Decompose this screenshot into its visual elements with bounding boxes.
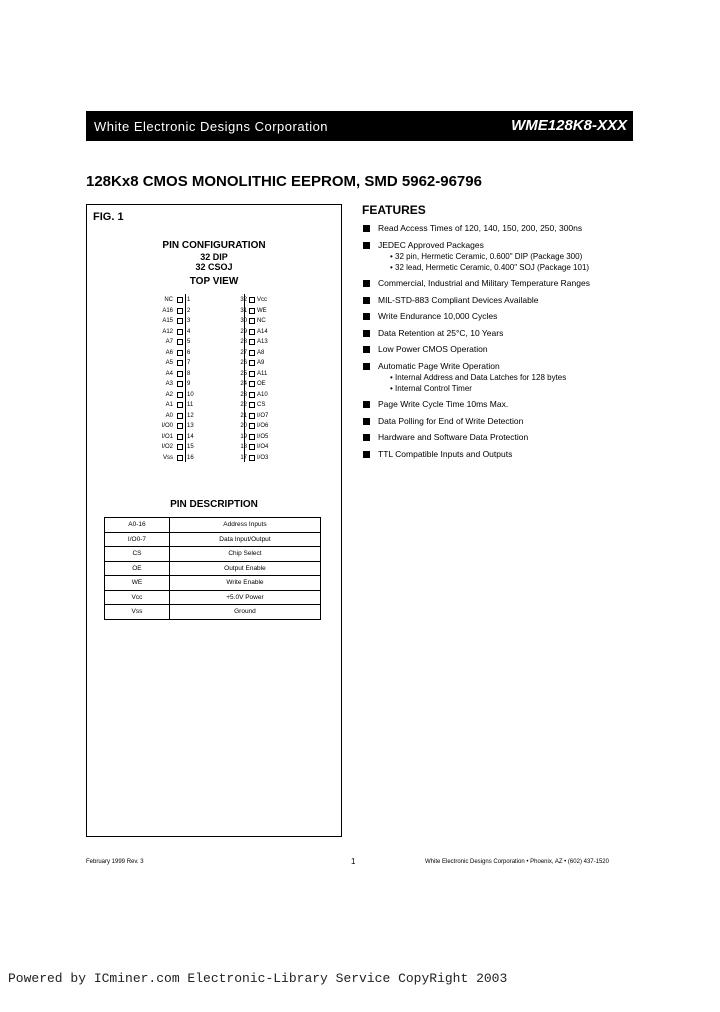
- pin-right-pad: [249, 413, 255, 419]
- table-row: [105, 590, 321, 605]
- pin-config-title: PIN CONFIGURATION: [162, 240, 266, 251]
- square-bullet-icon: [363, 434, 370, 441]
- pin-right-pad: [249, 434, 255, 440]
- pin-right-number: 24: [240, 381, 247, 387]
- pin-left-number: 7: [187, 360, 191, 366]
- pin-right-number: 21: [240, 412, 247, 419]
- pin-left-pad: [177, 360, 183, 366]
- pin-right-pad: [249, 308, 255, 314]
- pin-right-pad: [249, 381, 255, 387]
- pin-right-name: A11: [257, 370, 268, 377]
- pin-right-pad: [249, 455, 255, 461]
- pin-right-pad: [249, 350, 255, 356]
- table-row: [105, 605, 321, 620]
- feature-item: [362, 361, 662, 394]
- pin-left-number: 14: [187, 433, 194, 440]
- feature-text: Data Polling for End of Write Detection: [378, 415, 524, 426]
- features-title: FEATURES: [362, 203, 426, 217]
- pin-left-name: A15: [162, 318, 173, 324]
- pin-right-name: A8: [257, 349, 265, 356]
- pin-right-pad: [249, 392, 255, 398]
- pin-left-pad: [177, 402, 183, 408]
- square-bullet-icon: [363, 451, 370, 458]
- pin-row: [87, 390, 341, 401]
- pin-name-cell: I/O0-7: [105, 532, 170, 547]
- table-row: [105, 561, 321, 576]
- feature-text: Low Power CMOS Operation: [378, 344, 488, 354]
- pin-desc-cell: Data Input/Output: [169, 532, 320, 547]
- pin-row: [87, 369, 341, 380]
- pin-row: [87, 411, 341, 422]
- pin-left-pad: [177, 413, 183, 419]
- figure-label: FIG. 1: [93, 211, 124, 223]
- pin-row: [87, 432, 341, 443]
- company-name: White Electronic Designs Corporation: [94, 119, 329, 134]
- pin-description-title: PIN DESCRIPTION: [170, 499, 258, 510]
- feature-item: [362, 399, 662, 410]
- feature-text: Automatic Page Write Operation: [378, 360, 500, 371]
- pin-row: [87, 348, 341, 359]
- pin-left-name: I/O0: [161, 423, 173, 429]
- feature-list: [362, 223, 662, 465]
- pin-left-name: A1: [165, 402, 173, 408]
- pin-right-name: NC: [257, 318, 266, 324]
- pin-right-name: I/O3: [257, 454, 269, 461]
- square-bullet-icon: [363, 346, 370, 353]
- feature-subitem: • Internal Address and Data Latches for 128 bytes: [390, 372, 567, 382]
- pin-left-name: NC: [164, 297, 173, 303]
- feature-item: [362, 295, 662, 306]
- feature-item: [362, 328, 662, 339]
- pin-right-pad: [249, 444, 255, 450]
- pin-right-pad: [249, 360, 255, 366]
- pin-right-pad: [249, 318, 255, 324]
- pin-right-number: 20: [240, 423, 247, 429]
- footer-contact: White Electronic Designs Corporation • Phoenix, AZ • (602) 437-1520: [425, 859, 609, 865]
- top-view-label: TOP VIEW: [189, 276, 239, 287]
- table-row: [105, 532, 321, 547]
- table-row: [105, 547, 321, 562]
- pin-row: [87, 295, 341, 306]
- pin-right-number: 26: [240, 360, 247, 366]
- square-bullet-icon: [363, 313, 370, 320]
- square-bullet-icon: [363, 280, 370, 287]
- pin-left-name: A4: [165, 370, 173, 377]
- pin-left-number: 9: [187, 381, 191, 387]
- pin-right-name: A13: [257, 339, 268, 345]
- footer-page-number: 1: [351, 857, 356, 866]
- pin-desc-cell: Output Enable: [169, 561, 320, 576]
- pin-left-name: A5: [165, 360, 173, 366]
- pin-right-pad: [249, 297, 255, 303]
- pin-right-number: 28: [240, 339, 247, 345]
- pin-desc-cell: Chip Select: [169, 547, 320, 562]
- watermark-text: Powered by ICminer.com Electronic-Library Service CopyRight 2003: [8, 971, 508, 986]
- pin-right-name: I/O4: [257, 444, 269, 450]
- square-bullet-icon: [363, 363, 370, 370]
- pin-left-number: 8: [187, 370, 191, 377]
- pin-right-name: WE: [257, 307, 267, 314]
- pin-right-name: Vcc: [257, 297, 268, 303]
- pin-left-pad: [177, 318, 183, 324]
- feature-subitem: • Internal Control Timer: [390, 383, 472, 393]
- pin-left-pad: [177, 381, 183, 387]
- pin-diagram: [87, 295, 341, 465]
- feature-item: [362, 223, 662, 234]
- feature-item: [362, 311, 662, 322]
- pin-row: [87, 379, 341, 390]
- feature-text: Hardware and Software Data Protection: [378, 432, 529, 442]
- footer-date-rev: February 1999 Rev. 3: [86, 859, 144, 865]
- pin-left-number: 15: [187, 444, 194, 450]
- feature-text: JEDEC Approved Packages: [378, 239, 484, 250]
- square-bullet-icon: [363, 225, 370, 232]
- pin-right-name: I/O5: [257, 433, 269, 440]
- pin-left-number: 5: [187, 339, 191, 345]
- pin-left-number: 1: [187, 297, 191, 303]
- feature-text: Page Write Cycle Time 10ms Max.: [378, 399, 509, 409]
- pin-row: [87, 400, 341, 411]
- pin-left-pad: [177, 434, 183, 440]
- pin-desc-cell: +5.0V Power: [169, 590, 320, 605]
- pin-left-name: A2: [165, 391, 173, 398]
- pin-left-pad: [177, 339, 183, 345]
- pin-left-name: A12: [162, 328, 173, 335]
- pin-right-number: 31: [240, 307, 247, 314]
- pin-right-pad: [249, 371, 255, 377]
- pin-name-cell: OE: [105, 561, 170, 576]
- feature-item: [362, 416, 662, 427]
- part-number: WME128K8-XXX: [511, 117, 627, 134]
- pin-name-cell: Vss: [105, 605, 170, 620]
- pin-row: [87, 327, 341, 338]
- feature-text: TTL Compatible Inputs and Outputs: [378, 448, 513, 459]
- pin-left-number: 16: [187, 454, 194, 461]
- pin-description-table: [104, 517, 321, 620]
- package-csoj: 32 CSOJ: [195, 262, 233, 272]
- pin-row: [87, 316, 341, 327]
- pin-right-number: 17: [240, 454, 247, 461]
- pin-right-number: 27: [240, 349, 247, 356]
- pin-left-number: 11: [187, 402, 194, 408]
- pin-right-number: 23: [240, 391, 247, 398]
- pin-left-number: 10: [187, 391, 194, 398]
- square-bullet-icon: [363, 242, 370, 249]
- pin-right-name: CS: [257, 402, 266, 408]
- square-bullet-icon: [363, 297, 370, 304]
- pin-left-pad: [177, 297, 183, 303]
- feature-item: [362, 449, 662, 460]
- pin-right-pad: [249, 402, 255, 408]
- pin-right-pad: [249, 339, 255, 345]
- pin-desc-cell: Ground: [169, 605, 320, 620]
- header-bar: [86, 111, 633, 141]
- pin-left-name: A3: [165, 381, 173, 387]
- pin-name-cell: A0-16: [105, 518, 170, 533]
- package-dip: 32 DIP: [200, 252, 228, 262]
- feature-text: Commercial, Industrial and Military Temperature Ranges: [378, 278, 590, 288]
- feature-item: [362, 432, 662, 443]
- feature-subitem: • 32 lead, Hermetic Ceramic, 0.400" SOJ (Package 101): [390, 262, 590, 272]
- pin-left-pad: [177, 350, 183, 356]
- pin-row: [87, 421, 341, 432]
- pin-left-pad: [177, 392, 183, 398]
- feature-text: Read Access Times of 120, 140, 150, 200, 250, 300ns: [378, 223, 583, 233]
- pin-right-name: A14: [257, 328, 268, 335]
- pin-right-number: 29: [240, 328, 247, 335]
- table-row: [105, 576, 321, 591]
- pin-name-cell: Vcc: [105, 590, 170, 605]
- pin-left-name: Vss: [162, 454, 173, 461]
- pin-left-pad: [177, 329, 183, 335]
- pin-right-name: A10: [257, 391, 268, 398]
- pin-right-pad: [249, 423, 255, 429]
- pin-right-name: A9: [257, 360, 265, 366]
- pin-row: [87, 337, 341, 348]
- pin-right-number: 32: [240, 297, 247, 303]
- pin-row: [87, 306, 341, 317]
- pin-left-name: I/O1: [161, 433, 173, 440]
- pin-left-name: A7: [165, 339, 173, 345]
- pin-left-pad: [177, 455, 183, 461]
- square-bullet-icon: [363, 330, 370, 337]
- pin-row: [87, 442, 341, 453]
- pin-right-name: I/O7: [257, 412, 269, 419]
- pin-right-number: 22: [240, 402, 247, 408]
- feature-text: Data Retention at 25°C, 10 Years: [378, 327, 504, 338]
- pin-right-name: OE: [257, 381, 266, 387]
- pin-row: [87, 453, 341, 464]
- pin-desc-cell: Write Enable: [169, 576, 320, 591]
- feature-text: MIL-STD-883 Compliant Devices Available: [378, 294, 539, 305]
- pin-left-number: 6: [187, 349, 191, 356]
- document-title: 128Kx8 CMOS MONOLITHIC EEPROM, SMD 5962-96796: [86, 173, 482, 190]
- pin-name-cell: WE: [105, 576, 170, 591]
- pin-left-pad: [177, 423, 183, 429]
- feature-item: [362, 278, 662, 289]
- pin-right-pad: [249, 329, 255, 335]
- feature-subitem: • 32 pin, Hermetic Ceramic, 0.600" DIP (Package 300): [390, 251, 583, 261]
- pin-right-number: 25: [240, 370, 247, 377]
- pin-left-name: A0: [165, 412, 173, 419]
- pin-row: [87, 358, 341, 369]
- pin-right-name: I/O6: [257, 423, 269, 429]
- pin-left-name: A6: [165, 349, 173, 356]
- pin-left-number: 4: [187, 328, 191, 335]
- pin-right-number: 30: [240, 318, 247, 324]
- pin-left-pad: [177, 444, 183, 450]
- pin-left-number: 12: [187, 412, 194, 419]
- feature-text: Write Endurance 10,000 Cycles: [378, 311, 498, 321]
- pin-left-pad: [177, 371, 183, 377]
- pin-left-number: 2: [187, 307, 191, 314]
- pin-left-number: 13: [187, 423, 194, 429]
- pin-right-number: 18: [240, 444, 247, 450]
- table-row: [105, 518, 321, 533]
- pin-left-name: A16: [162, 307, 173, 314]
- feature-item: [362, 344, 662, 355]
- pin-left-number: 3: [187, 318, 191, 324]
- square-bullet-icon: [363, 401, 370, 408]
- pin-desc-cell: Address Inputs: [169, 518, 320, 533]
- pin-right-number: 19: [240, 433, 247, 440]
- square-bullet-icon: [363, 418, 370, 425]
- figure-box: [86, 204, 342, 837]
- pin-name-cell: CS: [105, 547, 170, 562]
- pin-left-pad: [177, 308, 183, 314]
- pin-left-name: I/O2: [161, 444, 173, 450]
- feature-item: [362, 240, 662, 273]
